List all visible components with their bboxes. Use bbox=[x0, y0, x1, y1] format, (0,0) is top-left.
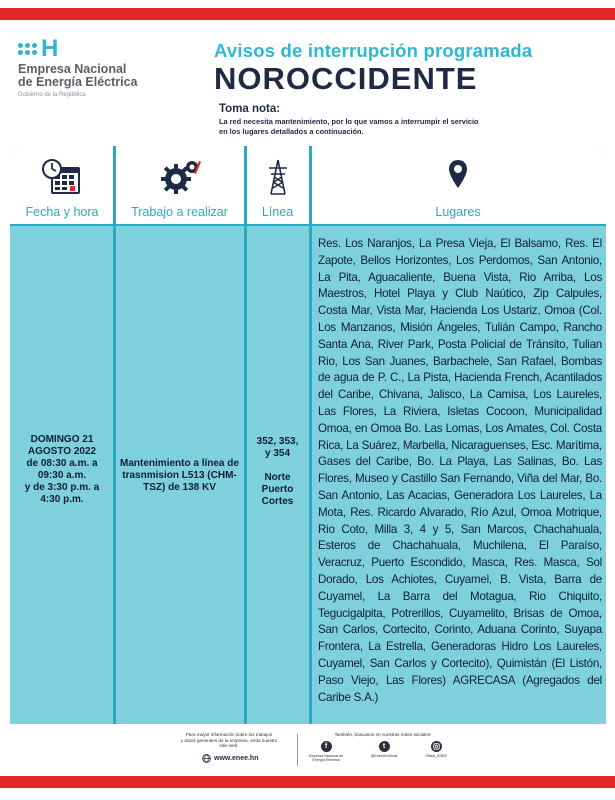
footer bbox=[160, 730, 460, 770]
org-name: Empresa Nacional de Energía Eléctrica bbox=[18, 62, 138, 89]
globe-icon bbox=[202, 754, 211, 763]
header-label-fecha: Fecha y hora bbox=[25, 205, 99, 219]
headline bbox=[214, 40, 604, 95]
notice-title: Avisos de interrupción programada bbox=[214, 40, 533, 61]
fecha-value: DOMINGO 21 AGOSTO 2022 de 08:30 a.m. a 09:30 a.m. y de 3:30 p.m. a 4:30 p.m. bbox=[24, 434, 100, 505]
enee-logo bbox=[18, 35, 193, 98]
social-title: También, búscanos en nuestras redes sociales: bbox=[334, 732, 432, 737]
header-linea bbox=[245, 146, 310, 226]
outage-table bbox=[10, 146, 606, 724]
trabajo-value: Mantenimiento a línea de trasnmision L513 (CHM- TSZ) de 138 KV bbox=[120, 458, 239, 493]
note bbox=[219, 103, 599, 137]
header-label-linea: Línea bbox=[261, 205, 294, 219]
instagram-icon bbox=[431, 741, 442, 752]
header-lugares bbox=[310, 146, 606, 226]
location-pin-icon bbox=[447, 158, 469, 199]
region-title: NOROCCIDENTE bbox=[214, 61, 478, 96]
org-gov: Gobierno de la República bbox=[18, 92, 86, 98]
top-red-bar bbox=[0, 8, 615, 20]
header-trabajo bbox=[114, 146, 245, 226]
column-trabajo bbox=[114, 146, 245, 724]
column-linea bbox=[245, 146, 310, 724]
header-label-lugares: Lugares bbox=[435, 205, 481, 219]
lugares-value: Res. Los Naranjos, La Presa Vieja, El Balsamo, Res. El Zapote, Bellos Horizontes, Los Perdomos, San Antonio, La Pita, Aguacaliente, Buena Vista, Rio Arriba, Los Maestros, Hotel Playa y Club Naútico, Zip Calpules, Costa Mar, Vista Mar, Hacienda Los Ustariz, Omoa (Col. Los Manzanos, Misión Ángeles, Tulián Campo, Rancho Santa Ana, River Park, Posta Policial de Tránsito, Tulian Rio, Los San Juanes, Barbachele, San Rafael, Bombas de agua de P. C., La Pista, Hacienda French, Acantilados del Caribe, Chivana, Jalisco, La Camisa, Los Laureles, Las Flores, La Riviera, Isletas Cocoon, Municipalidad Omoa, en Omoa Bo. Las Lomas, Los Amates, Col. Costa Rica, La Suárez, Marbella, Nicaraguenses, Esc. Marítima, Gases del Caribe, Bo. La Playa, Las Salinas, Bo. Las Flores, Museo y Castillo San Fernando, Viña del Mar, Bo. San Antonio, Las Acacias, Generadora Los Laureles, La Mota, Res. Ricardo Alvarado, Río Azul, Omoa Motrique, Rio Coto, Milla 3, 4 y 5, San Marcos, Chachahuala, Esteros de Chachahuala, Muchilena, El Paraíso, Veracruz, Puerto Escondido, Masca, Res. Masca, Sol Dorado, Los Achiotes, Cuyamel, B. Vista, Barra de Cuyamel, La Barra del Motagua, Rio Chiquito, Tegucigalpita, Potrerillos, Cuyamelito, Brisas de Omoa, San Carlos, Cortecito, Corinto, Aduana Corinto, Suyapa Frontera, La Estrella, Generadoras Hidro Los Laureles, Cuyamel, San Carlos y Cortecito), Quimistán (El Listón, Paso Viejo, Las Flores) AGRECASA (Agregados del Caribe S.A.) bbox=[318, 237, 602, 704]
header-label-trabajo: Trabajo a realizar bbox=[131, 205, 228, 219]
note-text: La red necesita mantenimiento, por lo que vamos a interrumpir el servicio en los lugares detallados a continuación. bbox=[219, 117, 479, 136]
transmission-tower-icon bbox=[267, 158, 289, 201]
note-title: Toma nota: bbox=[219, 103, 281, 115]
column-fecha bbox=[10, 146, 114, 724]
gears-wrench-icon bbox=[158, 158, 202, 201]
bottom-red-bar bbox=[0, 776, 615, 788]
twitter-icon: t bbox=[379, 741, 390, 752]
facebook-icon: f bbox=[321, 741, 332, 752]
calendar-clock-icon bbox=[42, 158, 82, 201]
column-divider bbox=[309, 146, 312, 724]
logo-dots-icon bbox=[18, 43, 37, 55]
facebook-link[interactable]: f Empresa Nacional de Energía Eléctrica bbox=[308, 743, 344, 762]
column-divider bbox=[113, 146, 116, 724]
instagram-link[interactable]: Oficial_ENEE bbox=[416, 741, 456, 758]
column-lugares bbox=[310, 146, 606, 724]
footer-divider bbox=[297, 734, 298, 766]
footer-info-text: Para mayor información sobre los trabajos y datos generales de la empresa, visita nuestro sitio web: bbox=[180, 732, 278, 748]
website-link[interactable]: www.enee.hn bbox=[202, 754, 258, 763]
linea-value: 352, 353, y 354 Norte Puerto Cortes bbox=[256, 436, 299, 507]
twitter-link[interactable]: t @EneeHnOficial bbox=[370, 743, 398, 758]
column-divider bbox=[244, 146, 247, 724]
header-fecha bbox=[10, 146, 114, 226]
logo-h-mark: H bbox=[41, 35, 59, 62]
